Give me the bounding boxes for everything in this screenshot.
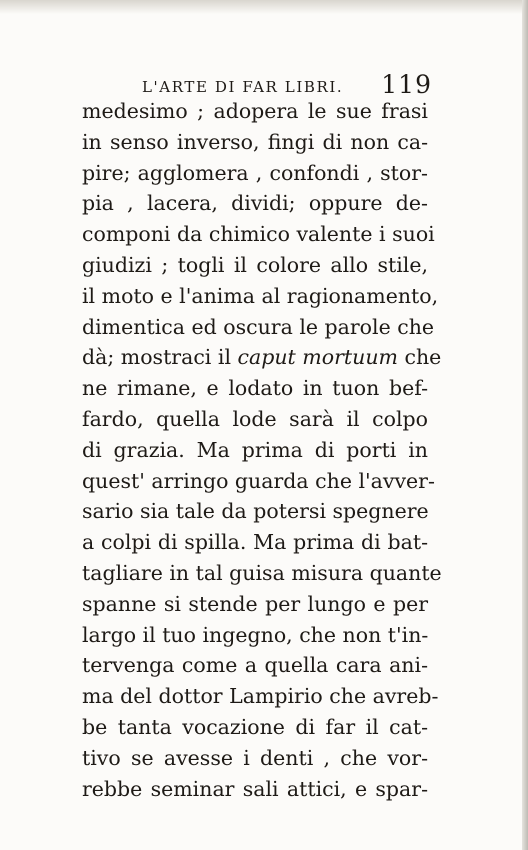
body-text xyxy=(82,96,442,804)
text-line: rebbe seminar sali attici, e spar- xyxy=(82,776,428,801)
text-line: in senso inverso, fingi di non ca- xyxy=(82,129,428,154)
text-line: be tanta vocazione di far il cat- xyxy=(82,714,428,739)
text-line: giudizi ; togli il colore allo stile, xyxy=(82,252,428,277)
text-line: il moto e l'anima al ragionamento, xyxy=(82,283,439,308)
page-number: 119 xyxy=(381,70,432,99)
text-line: a colpi di spilla. Ma prima di bat- xyxy=(82,530,428,555)
text-line: tivo se avesse i denti , che vor- xyxy=(82,745,428,770)
text-line: fardo, quella lode sarà il colpo xyxy=(82,406,428,431)
page-right-edge xyxy=(522,0,528,850)
text-line: pire; agglomera , confondi , stor- xyxy=(82,160,428,185)
running-head: L'ARTE DI FAR LIBRI. xyxy=(142,78,344,96)
text-line: componi da chimico valente i suoi xyxy=(82,222,435,247)
text-line: tagliare in tal guisa misura quante xyxy=(82,560,442,585)
text-line: quest' arringo guarda che l'avver- xyxy=(82,468,435,493)
italic-phrase: caput mortuum xyxy=(237,345,398,370)
text-line: ma del dottor Lampirio che avreb- xyxy=(82,684,439,709)
text-line: spanne si stende per lungo e per xyxy=(82,591,428,616)
text-line: medesimo ; adopera le sue frasi xyxy=(82,99,428,123)
text-line: tervenga come a quella cara ani- xyxy=(82,653,428,678)
text-line: dà; mostraci il caput mortuum che xyxy=(82,345,442,370)
text-line: sario sia tale da potersi spegnere xyxy=(82,499,429,524)
text-line: pia , lacera, dividi; oppure de- xyxy=(82,191,428,216)
text-line: ne rimane, e lodato in tuon bef- xyxy=(82,376,428,401)
text-line: largo il tuo ingegno, che non t'in- xyxy=(82,622,429,647)
page-top-shadow xyxy=(0,0,528,14)
text-line: di grazia. Ma prima di porti in xyxy=(82,437,428,462)
text-line: dimentica ed oscura le parole che xyxy=(82,314,435,339)
